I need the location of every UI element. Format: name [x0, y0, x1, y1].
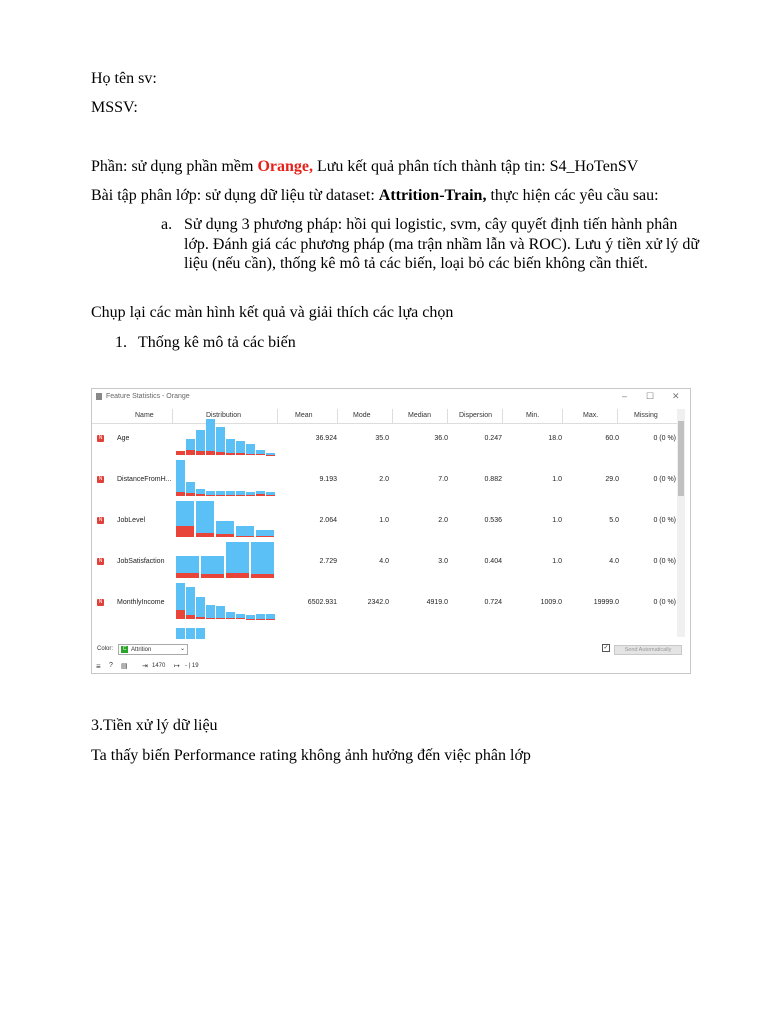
histogram-bar [226, 491, 235, 496]
histogram-bar-yes [236, 536, 254, 537]
histogram-bar [176, 460, 185, 496]
histogram-bar-yes [196, 494, 205, 496]
variable-name: JobSatisfaction [117, 558, 165, 565]
cell-dispersion: 0.882 [484, 476, 502, 483]
col-dispersion[interactable]: Dispersion [459, 412, 493, 419]
histogram-bar-yes [226, 453, 235, 455]
cell-dispersion: 0.724 [484, 599, 502, 606]
variable-name: MonthlyIncome [117, 599, 165, 606]
cell-max: 19999.0 [593, 599, 619, 606]
cell-missing: 0 (0 %) [653, 599, 676, 606]
histogram-bar [176, 501, 194, 537]
column-divider [277, 409, 278, 423]
part-suffix: Lưu kết quả phân tích thành tập tin: S4_HoTenSV [312, 158, 639, 175]
histogram-bar [196, 501, 214, 537]
histogram-bar-yes [246, 495, 255, 496]
column-divider [562, 409, 563, 423]
output-data-icon: ↦ [174, 663, 180, 670]
name-label: Họ tên sv: [91, 70, 157, 87]
histogram-bar-no [216, 427, 225, 455]
cell-mean: 9.193 [319, 476, 337, 483]
col-median[interactable]: Median [408, 412, 431, 419]
histogram-bar-yes [216, 618, 225, 619]
task-prefix: Bài tập phân lớp: sử dụng dữ liệu từ dataset: [91, 187, 379, 204]
window-title: Feature Statistics - Orange [106, 393, 190, 400]
variable-name: DistanceFromH... [117, 476, 172, 483]
histogram-bar [236, 441, 245, 455]
histogram-bar [176, 628, 185, 639]
histogram-bar [216, 606, 225, 619]
histogram-bar-yes [206, 495, 215, 496]
feature-statistics-window [91, 388, 691, 674]
numeric-variable-icon: N [98, 517, 103, 523]
input-row-count: 1470 [152, 663, 166, 669]
histogram-bar [256, 614, 265, 619]
histogram-bar [186, 587, 195, 619]
color-label: Color: [97, 646, 114, 652]
cell-dispersion: 0.404 [484, 558, 502, 565]
cell-dispersion: 0.536 [484, 517, 502, 524]
histogram-bar-yes [236, 453, 245, 455]
histogram-bar [206, 419, 215, 455]
close-button[interactable]: ✕ [672, 391, 680, 401]
histogram-bar-yes [251, 574, 274, 578]
histogram-bar-yes [226, 573, 249, 578]
orange-app-icon [96, 393, 102, 400]
histogram-bar [266, 453, 275, 455]
histogram-bar [251, 542, 274, 578]
histogram-bar [256, 530, 274, 537]
capture-instruction: Chụp lại các màn hình kết quả và giải thích các lựa chọn [91, 304, 454, 321]
cell-mode: 2342.0 [367, 599, 389, 606]
cell-missing: 0 (0 %) [653, 435, 676, 442]
cell-mode: 35.0 [375, 435, 389, 442]
col-min[interactable]: Min. [526, 412, 540, 419]
cell-median: 4919.0 [426, 599, 448, 606]
histogram-bar-yes [176, 451, 185, 455]
col-mean[interactable]: Mean [295, 412, 313, 419]
input-data-icon: ⇥ [142, 663, 148, 670]
histogram-bar-yes [226, 618, 235, 619]
col-distribution[interactable]: Distribution [206, 412, 242, 419]
histogram-bar-no [186, 628, 195, 639]
color-select-value: Attrition [131, 647, 152, 653]
task-suffix: thực hiện các yêu cầu sau: [486, 187, 659, 204]
status-bar [92, 661, 690, 673]
report-icon[interactable]: ▤ [121, 663, 128, 670]
histogram-bar-yes [236, 495, 245, 496]
histogram-bar [201, 556, 224, 578]
histogram-bar [236, 491, 245, 496]
histogram-bar [266, 614, 275, 619]
cell-max: 5.0 [609, 517, 619, 524]
histogram-bar [186, 628, 195, 639]
histogram-bar-yes [246, 454, 255, 455]
cell-dispersion: 0.247 [484, 435, 502, 442]
cell-mode: 4.0 [379, 558, 389, 565]
color-control-bar [92, 643, 690, 657]
histogram-bar-no [196, 501, 214, 537]
histogram-bar [266, 492, 275, 496]
cell-missing: 0 (0 %) [653, 476, 676, 483]
cell-mean: 2.729 [319, 558, 337, 565]
menu-icon[interactable]: ≡ [96, 662, 101, 671]
conclusion-text: Ta thấy biến Performance rating không ảnh hưởng đến việc phân lớp [91, 747, 531, 764]
col-max[interactable]: Max. [583, 412, 599, 419]
column-divider [502, 409, 503, 423]
window-titlebar [92, 389, 690, 405]
histogram-bar-no [176, 628, 185, 639]
histogram-bar-no [206, 419, 215, 455]
item-1-marker: 1. [115, 334, 127, 351]
histogram-bar [226, 612, 235, 619]
task-line [91, 186, 659, 206]
color-select[interactable] [118, 644, 188, 655]
cell-missing: 0 (0 %) [653, 517, 676, 524]
cell-missing: 0 (0 %) [653, 558, 676, 565]
histogram-bar [256, 491, 265, 496]
app-name: Orange, [257, 158, 313, 175]
histogram-bar-no [196, 597, 205, 619]
histogram-bar-yes [196, 451, 205, 455]
cell-median: 7.0 [438, 476, 448, 483]
histogram-bar-no [196, 628, 205, 639]
histogram-bar [246, 492, 255, 496]
histogram-bar [246, 444, 255, 455]
scrollbar-thumb[interactable] [678, 421, 684, 496]
vertical-scrollbar[interactable] [677, 409, 685, 637]
col-missing[interactable]: Missing [634, 412, 658, 419]
histogram-bar [186, 482, 195, 496]
histogram-bar-yes [216, 495, 225, 496]
item-1-text: Thống kê mô tả các biến [138, 334, 296, 351]
histogram-bar [226, 439, 235, 455]
histogram-bar-yes [226, 495, 235, 496]
histogram-bar [216, 521, 234, 537]
histogram-bar [226, 542, 249, 578]
histogram-bar [196, 628, 205, 639]
histogram-bar [216, 427, 225, 455]
histogram-bar-yes [196, 617, 205, 619]
histogram-bar-yes [256, 536, 274, 537]
table-row[interactable] [92, 517, 678, 561]
maximize-button[interactable]: ☐ [646, 391, 655, 401]
numeric-variable-icon: N [98, 599, 103, 605]
chevron-down-icon: ⌄ [180, 646, 186, 652]
cell-mode: 2.0 [379, 476, 389, 483]
histogram-bar [176, 556, 199, 578]
histogram-bar-yes [216, 534, 234, 537]
histogram-bar-yes [186, 450, 195, 455]
cell-median: 36.0 [434, 435, 448, 442]
cell-min: 1.0 [552, 517, 562, 524]
histogram-bar [236, 614, 245, 619]
help-icon[interactable]: ? [109, 662, 113, 669]
histogram-bar-yes [206, 618, 215, 619]
col-mode[interactable]: Mode [353, 412, 371, 419]
column-divider [447, 409, 448, 423]
histogram-bar-yes [216, 452, 225, 455]
histogram-bar [176, 451, 185, 455]
cell-mean: 6502.931 [307, 599, 337, 606]
numeric-variable-icon: N [98, 435, 103, 441]
cell-max: 60.0 [605, 435, 619, 442]
section-3-heading: 3.Tiền xử lý dữ liệu [91, 717, 218, 734]
histogram-bar-yes [196, 533, 214, 537]
histogram-bar [196, 430, 205, 455]
histogram-bar-no [251, 542, 274, 578]
histogram-bar-yes [186, 615, 195, 619]
cell-median: 2.0 [438, 517, 448, 524]
histogram-bar-yes [176, 526, 194, 537]
histogram-bar-yes [176, 573, 199, 578]
histogram-bar-yes [256, 454, 265, 455]
variable-name: Age [117, 435, 130, 442]
categorical-icon: C [122, 646, 127, 652]
output-summary: - | 19 [185, 663, 199, 669]
cell-mean: 36.924 [315, 435, 337, 442]
histogram-bar-yes [176, 610, 185, 619]
histogram-bar-yes [176, 492, 185, 496]
column-divider [392, 409, 393, 423]
histogram-bar [256, 450, 265, 455]
column-divider [337, 409, 338, 423]
histogram-bar [246, 615, 255, 619]
cell-min: 18.0 [548, 435, 562, 442]
histogram-bar-yes [236, 618, 245, 619]
cell-min: 1.0 [552, 476, 562, 483]
send-automatically-button[interactable]: Send Automatically [614, 645, 682, 655]
item-a-text: Sử dụng 3 phương pháp: hồi qui logistic, svm, cây quyết định tiến hành phân lớp. Đánh giá các phương pháp (ma trận nhầm lẫn và ROC). Lưu ý tiền xử lý dữ liệu (nếu cần), thống kê mô tả các biến, loại bỏ các biến không cần thiết. [184, 216, 700, 272]
dataset-name: Attrition-Train, [378, 187, 487, 204]
cell-min: 1.0 [552, 558, 562, 565]
histogram-bar-yes [201, 574, 224, 578]
variable-name: JobLevel [117, 517, 146, 524]
item-a-marker: a. [161, 216, 173, 233]
col-name[interactable]: Name [135, 412, 154, 419]
column-divider [172, 409, 173, 423]
cell-max: 29.0 [605, 476, 619, 483]
part-line [91, 157, 638, 177]
histogram-bar-yes [206, 451, 215, 455]
send-auto-checkbox[interactable]: ✓ [603, 645, 609, 651]
student-id-label: MSSV: [91, 99, 138, 116]
histogram-bar [176, 583, 185, 619]
column-divider [617, 409, 618, 423]
histogram-bar [236, 526, 254, 537]
cell-mean: 2.064 [319, 517, 337, 524]
minimize-button[interactable]: – [622, 391, 628, 401]
histogram-bar [206, 605, 215, 619]
histogram-bar [196, 597, 205, 619]
cell-max: 4.0 [609, 558, 619, 565]
cell-min: 1009.0 [540, 599, 562, 606]
numeric-variable-icon: N [98, 476, 103, 482]
cell-mode: 1.0 [379, 517, 389, 524]
cell-median: 3.0 [438, 558, 448, 565]
part-prefix: Phần: sử dụng phần mềm [91, 158, 258, 175]
histogram-bar [186, 439, 195, 455]
table-header [92, 409, 682, 424]
histogram-bar-yes [256, 494, 265, 496]
histogram-bar [196, 489, 205, 496]
histogram-bar-yes [186, 493, 195, 496]
histogram-bar [206, 491, 215, 496]
histogram-bar-no [176, 460, 185, 496]
histogram-bar-yes [266, 495, 275, 496]
histogram-bar [216, 491, 225, 496]
numeric-variable-icon: N [98, 558, 103, 564]
